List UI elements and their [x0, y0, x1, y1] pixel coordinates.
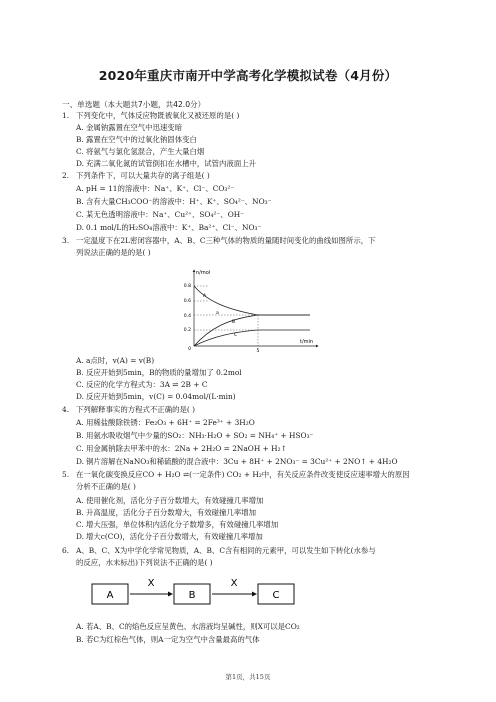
box-label-b: B: [188, 590, 196, 601]
y-axis-label: n/mol: [196, 270, 211, 276]
section-heading: 一、单选题（本大题共7小题，共42.0分）: [62, 100, 206, 109]
point-label-a: a: [216, 311, 219, 316]
question-5-option-b: B. 升高温度，活化分子百分数增大，有效碰撞几率增加: [76, 508, 256, 517]
y-tick-label: 0: [188, 347, 191, 352]
question-5-option-a: A. 使用催化剂，活化分子百分数增大，有效碰撞几率增加: [76, 496, 264, 505]
amount-vs-time-graph: [172, 266, 324, 352]
question-5-option-c: C. 增大压强，单位体积内活化分子数增多，有效碰撞几率增加: [76, 520, 279, 529]
page-footer: 第1页，共15页: [225, 673, 271, 681]
curve-a: [194, 286, 310, 315]
page-title: 2020年重庆市南开中学高考化学模拟试卷（4月份）: [98, 68, 398, 83]
question-3: 3. 一定温度下在2L密闭容器中，A、B、C三种气体的物质的量随时间变化的曲线如图所示，下: [62, 236, 376, 245]
question-1-option-b: B. 露置在空气中的过氧化钠固体变白: [76, 135, 197, 144]
question-3-continued: 列说法正确的是的是( ): [76, 248, 151, 257]
question-2-option-c: C. 某无色透明溶液中：Na⁺、Cu²⁺、SO₄²⁻、OH⁻: [76, 210, 245, 219]
question-4-option-c: C. 用金属钠除去甲苯中的水：2Na + 2H₂O = 2NaOH + H₂↑: [76, 444, 287, 453]
x-tick-label: 5: [256, 349, 260, 352]
question-5-continued: 分析不正确的是( ): [76, 482, 136, 491]
question-1-option-a: A. 金属钠露置在空气中迅速变暗: [76, 123, 183, 132]
box-label-a: A: [106, 590, 114, 601]
question-1: 1. 下列变化中，气体反应物既被氧化又被还原的是( ): [62, 111, 240, 120]
y-tick-label: 0.6: [183, 299, 191, 304]
y-tick-label: 0.4: [183, 314, 191, 319]
curve-c: [194, 330, 310, 346]
question-2-option-b: B. 含有大量CH₃COO⁻的溶液中：H⁺、K⁺、SO₄²⁻、NO₃⁻: [76, 197, 272, 206]
question-6-option-b: B. 若C为红棕色气体，则A一定为空气中含量最高的气体: [76, 635, 260, 644]
question-2-option-a: A. pH = 11的溶液中：Na⁺、K⁺、Cl⁻、CO₃²⁻: [76, 184, 235, 193]
question-5: 5. 在一氧化碳变换反应CO + H₂O ⇌(一定条件) CO₂ + H₂中，有关反应条件改变使反应速率增大的原因: [62, 470, 410, 479]
question-5-option-d: D. 增大c(CO)，活化分子百分数增大，有效碰撞几率增加: [76, 532, 263, 541]
curve-label-c: C: [234, 333, 238, 338]
curve-label-a: A: [203, 294, 207, 299]
question-1-option-c: C. 将氨气与氯化氢混合，产生大量白烟: [76, 147, 205, 156]
question-1-option-d: D. 充满二氧化氮的试管倒扣在水槽中，试管内液面上升: [76, 159, 256, 168]
question-6-option-a: A. 若A、B、C的焰色反应呈黄色、水溶液均呈碱性，则X可以是CO₂: [76, 622, 300, 631]
question-2: 2. 下列条件下，可以大量共存的离子组是( ): [62, 171, 210, 180]
arrow-label-x: X: [147, 578, 155, 589]
curve-label-b: B: [232, 320, 236, 325]
question-4-option-a: A. 用稀盐酸除铁锈：Fe₂O₃ + 6H⁺ = 2Fe³⁺ + 3H₂O: [76, 418, 255, 427]
question-2-option-d: D. 0.1 mol/L的H₂SO₄溶液中：K⁺、Ba²⁺、Cl⁻、NO₃⁻: [76, 223, 262, 232]
x-axis-label: t/min: [300, 339, 314, 345]
y-tick-label: 0.8: [183, 284, 191, 289]
arrow-label-x: X: [230, 578, 238, 589]
box-label-c: C: [272, 590, 280, 601]
question-3-option-a: A. a点时，v(A) = v(B): [76, 356, 155, 365]
question-4: 4. 下列解释事实的方程式不正确的是( ): [62, 405, 195, 414]
conversion-diagram: [86, 576, 306, 610]
question-6: 6. A、B、C、X为中学化学常见物质，A、B、C含有相同的元素甲，可以发生如下转化(水参与: [62, 546, 376, 555]
question-3-option-d: D. 反应开始到5min，v(C) = 0.04mol/(L·min): [76, 392, 236, 401]
question-4-option-d: D. 铜片溶解在NaNO₃和稀硫酸的混合液中：3Cu + 8H⁺ + 2NO₃⁻ = 3Cu²⁺ + 2NO↑ + 4H₂O: [76, 457, 398, 466]
question-4-option-b: B. 用氨水吸收烟气中少量的SO₂：NH₃·H₂O + SO₂ = NH₄⁺ + HSO₃⁻: [76, 431, 314, 440]
question-3-option-c: C. 反应的化学方程式为：3A ⇌ 2B + C: [76, 380, 208, 389]
y-tick-label: 0.2: [183, 328, 191, 333]
question-6-continued: 的反应，水未标出)下列说法不正确的是( ): [76, 558, 213, 567]
question-3-option-b: B. 反应开始到5min，B的物质的量增加了 0.2mol: [76, 368, 242, 377]
